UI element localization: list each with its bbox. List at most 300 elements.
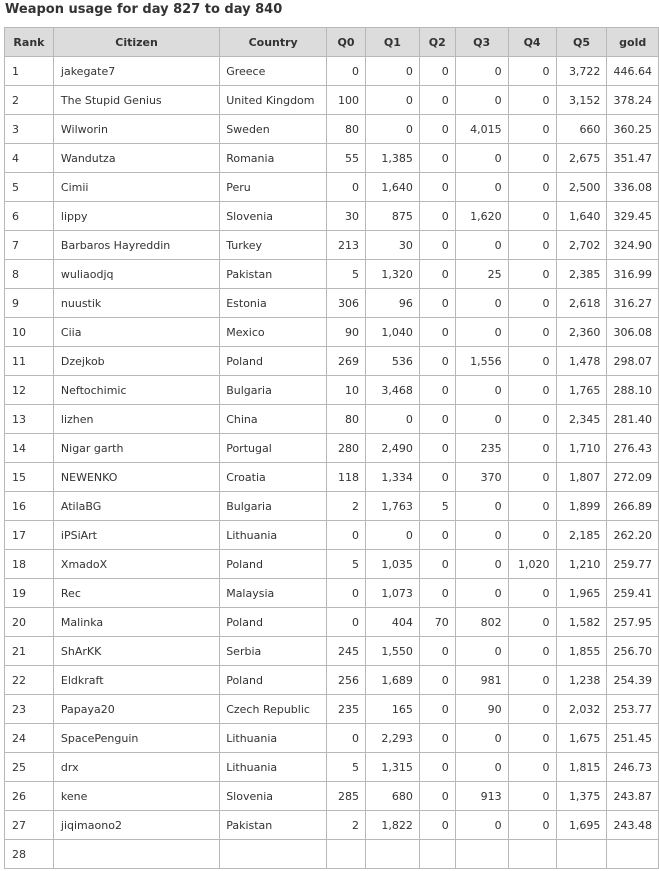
cell-country: Peru <box>220 173 327 202</box>
cell-q2: 0 <box>419 260 455 289</box>
cell-q0: 269 <box>327 347 366 376</box>
cell-gold: 316.99 <box>607 260 659 289</box>
cell-country: Lithuania <box>220 753 327 782</box>
cell-q2: 0 <box>419 405 455 434</box>
cell-country: Pakistan <box>220 260 327 289</box>
cell-citizen[interactable]: Cimii <box>53 173 219 202</box>
table-row <box>5 231 659 260</box>
cell-q4: 0 <box>508 202 556 231</box>
cell-q3: 981 <box>455 666 508 695</box>
column-header-q1[interactable]: Q1 <box>366 28 420 57</box>
column-header-q5[interactable]: Q5 <box>556 28 607 57</box>
cell-q0: 118 <box>327 463 366 492</box>
cell-q4: 0 <box>508 347 556 376</box>
cell-q0: 10 <box>327 376 366 405</box>
table-row <box>5 492 659 521</box>
cell-q1: 0 <box>366 115 420 144</box>
cell-q2: 0 <box>419 115 455 144</box>
cell-q3: 0 <box>455 811 508 840</box>
cell-q4: 0 <box>508 231 556 260</box>
cell-rank: 17 <box>5 521 54 550</box>
table-row <box>5 434 659 463</box>
cell-q1: 1,763 <box>366 492 420 521</box>
cell-country <box>220 840 327 869</box>
cell-rank: 11 <box>5 347 54 376</box>
cell-gold: 257.95 <box>607 608 659 637</box>
cell-q2: 5 <box>419 492 455 521</box>
cell-q5: 1,855 <box>556 637 607 666</box>
cell-gold: 256.70 <box>607 637 659 666</box>
cell-q2: 0 <box>419 202 455 231</box>
cell-rank: 2 <box>5 86 54 115</box>
cell-country: Portugal <box>220 434 327 463</box>
cell-citizen[interactable]: SpacePenguin <box>53 724 219 753</box>
table-row <box>5 521 659 550</box>
cell-q2: 0 <box>419 753 455 782</box>
cell-q0: 80 <box>327 115 366 144</box>
cell-q4: 0 <box>508 695 556 724</box>
cell-q2: 0 <box>419 782 455 811</box>
cell-q4: 0 <box>508 811 556 840</box>
cell-q0: 285 <box>327 782 366 811</box>
table-row <box>5 86 659 115</box>
cell-rank: 24 <box>5 724 54 753</box>
cell-q3: 0 <box>455 492 508 521</box>
cell-q2: 0 <box>419 811 455 840</box>
cell-q4: 0 <box>508 463 556 492</box>
cell-q4: 0 <box>508 376 556 405</box>
cell-q1: 0 <box>366 57 420 86</box>
cell-rank: 13 <box>5 405 54 434</box>
cell-citizen[interactable]: iPSiArt <box>53 521 219 550</box>
cell-q3: 1,620 <box>455 202 508 231</box>
cell-q1: 1,315 <box>366 753 420 782</box>
cell-citizen[interactable]: Dzejkob <box>53 347 219 376</box>
cell-q0: 0 <box>327 57 366 86</box>
cell-rank: 8 <box>5 260 54 289</box>
table-row <box>5 376 659 405</box>
cell-q2: 0 <box>419 695 455 724</box>
cell-q0: 90 <box>327 318 366 347</box>
cell-citizen[interactable]: Eldkraft <box>53 666 219 695</box>
cell-country: Greece <box>220 57 327 86</box>
cell-q4: 0 <box>508 318 556 347</box>
cell-q0: 0 <box>327 724 366 753</box>
cell-q4: 0 <box>508 724 556 753</box>
cell-q0: 30 <box>327 202 366 231</box>
cell-q3: 0 <box>455 144 508 173</box>
cell-q1: 875 <box>366 202 420 231</box>
cell-citizen[interactable]: drx <box>53 753 219 782</box>
cell-country: Bulgaria <box>220 376 327 405</box>
cell-citizen[interactable] <box>53 840 219 869</box>
page-title: Weapon usage for day 827 to day 840 <box>5 2 283 17</box>
cell-q2: 0 <box>419 318 455 347</box>
cell-q3: 25 <box>455 260 508 289</box>
cell-gold: 259.77 <box>607 550 659 579</box>
cell-country: Poland <box>220 608 327 637</box>
cell-q0: 235 <box>327 695 366 724</box>
cell-q3: 0 <box>455 318 508 347</box>
cell-country: Mexico <box>220 318 327 347</box>
cell-q5: 2,345 <box>556 405 607 434</box>
cell-gold: 351.47 <box>607 144 659 173</box>
cell-q4: 1,020 <box>508 550 556 579</box>
cell-q0: 306 <box>327 289 366 318</box>
cell-rank: 3 <box>5 115 54 144</box>
cell-q3: 0 <box>455 550 508 579</box>
cell-q3: 0 <box>455 637 508 666</box>
cell-q2: 0 <box>419 173 455 202</box>
cell-q2: 0 <box>419 724 455 753</box>
cell-gold: 298.07 <box>607 347 659 376</box>
cell-rank: 21 <box>5 637 54 666</box>
cell-q3: 802 <box>455 608 508 637</box>
table-row <box>5 550 659 579</box>
cell-q1: 680 <box>366 782 420 811</box>
cell-q3: 0 <box>455 579 508 608</box>
cell-gold: 246.73 <box>607 753 659 782</box>
table-row <box>5 463 659 492</box>
cell-q0: 0 <box>327 579 366 608</box>
cell-q5: 1,375 <box>556 782 607 811</box>
cell-q0: 0 <box>327 521 366 550</box>
cell-q5: 2,032 <box>556 695 607 724</box>
cell-q1: 1,640 <box>366 173 420 202</box>
cell-rank: 20 <box>5 608 54 637</box>
cell-q5: 1,675 <box>556 724 607 753</box>
cell-citizen[interactable]: jiqimaono2 <box>53 811 219 840</box>
cell-q1: 404 <box>366 608 420 637</box>
cell-q0: 280 <box>327 434 366 463</box>
column-header-q2[interactable]: Q2 <box>419 28 455 57</box>
cell-citizen[interactable]: lizhen <box>53 405 219 434</box>
cell-q1: 0 <box>366 405 420 434</box>
cell-q5: 2,500 <box>556 173 607 202</box>
cell-q3: 90 <box>455 695 508 724</box>
cell-country: Estonia <box>220 289 327 318</box>
cell-citizen[interactable]: The Stupid Genius <box>53 86 219 115</box>
cell-gold: 259.41 <box>607 579 659 608</box>
cell-q5: 1,210 <box>556 550 607 579</box>
column-header-q3[interactable]: Q3 <box>455 28 508 57</box>
cell-q1: 0 <box>366 521 420 550</box>
table-row <box>5 782 659 811</box>
column-header-country[interactable]: Country <box>220 28 327 57</box>
cell-country: Serbia <box>220 637 327 666</box>
cell-rank: 1 <box>5 57 54 86</box>
cell-rank: 15 <box>5 463 54 492</box>
table-row <box>5 57 659 86</box>
cell-q5: 1,582 <box>556 608 607 637</box>
cell-q1: 1,385 <box>366 144 420 173</box>
cell-q2: 0 <box>419 521 455 550</box>
cell-gold: 262.20 <box>607 521 659 550</box>
table-row <box>5 405 659 434</box>
table-row <box>5 724 659 753</box>
cell-q2: 0 <box>419 666 455 695</box>
cell-q3: 370 <box>455 463 508 492</box>
cell-gold: 272.09 <box>607 463 659 492</box>
cell-q0: 2 <box>327 492 366 521</box>
cell-q4: 0 <box>508 579 556 608</box>
cell-q4: 0 <box>508 405 556 434</box>
cell-q1: 30 <box>366 231 420 260</box>
weapon-usage-table <box>4 27 659 869</box>
cell-country: Romania <box>220 144 327 173</box>
cell-country: Czech Republic <box>220 695 327 724</box>
cell-country: Turkey <box>220 231 327 260</box>
cell-citizen[interactable]: XmadoX <box>53 550 219 579</box>
cell-q5: 1,640 <box>556 202 607 231</box>
cell-q3: 0 <box>455 724 508 753</box>
cell-gold: 360.25 <box>607 115 659 144</box>
cell-citizen[interactable]: Malinka <box>53 608 219 637</box>
cell-q4: 0 <box>508 782 556 811</box>
cell-q1: 1,334 <box>366 463 420 492</box>
cell-q3: 0 <box>455 376 508 405</box>
cell-q4: 0 <box>508 144 556 173</box>
cell-q0: 256 <box>327 666 366 695</box>
cell-q5: 1,815 <box>556 753 607 782</box>
table-row <box>5 318 659 347</box>
cell-q0: 0 <box>327 173 366 202</box>
cell-q0: 5 <box>327 753 366 782</box>
cell-gold: 324.90 <box>607 231 659 260</box>
cell-country: Pakistan <box>220 811 327 840</box>
table-row <box>5 579 659 608</box>
cell-citizen[interactable]: Wandutza <box>53 144 219 173</box>
cell-q2: 0 <box>419 376 455 405</box>
cell-q2: 70 <box>419 608 455 637</box>
cell-q0: 2 <box>327 811 366 840</box>
cell-citizen[interactable]: Ciia <box>53 318 219 347</box>
cell-rank: 26 <box>5 782 54 811</box>
cell-rank: 16 <box>5 492 54 521</box>
cell-q5: 1,478 <box>556 347 607 376</box>
cell-q5 <box>556 840 607 869</box>
cell-rank: 23 <box>5 695 54 724</box>
cell-country: Lithuania <box>220 724 327 753</box>
cell-country: Bulgaria <box>220 492 327 521</box>
cell-rank: 6 <box>5 202 54 231</box>
cell-q2: 0 <box>419 463 455 492</box>
cell-q5: 3,722 <box>556 57 607 86</box>
cell-gold: 243.48 <box>607 811 659 840</box>
column-header-q4[interactable]: Q4 <box>508 28 556 57</box>
cell-q3 <box>455 840 508 869</box>
cell-citizen[interactable]: ShArKK <box>53 637 219 666</box>
cell-q4: 0 <box>508 492 556 521</box>
table-row <box>5 173 659 202</box>
cell-citizen[interactable]: AtilaBG <box>53 492 219 521</box>
cell-rank: 22 <box>5 666 54 695</box>
table-row <box>5 608 659 637</box>
table-row <box>5 144 659 173</box>
header-row <box>5 28 659 57</box>
cell-q4: 0 <box>508 608 556 637</box>
cell-q5: 2,675 <box>556 144 607 173</box>
cell-country: Slovenia <box>220 202 327 231</box>
cell-q1: 1,689 <box>366 666 420 695</box>
cell-q5: 1,765 <box>556 376 607 405</box>
cell-country: United Kingdom <box>220 86 327 115</box>
column-header-citizen[interactable]: Citizen <box>53 28 219 57</box>
cell-q4: 0 <box>508 521 556 550</box>
cell-q4: 0 <box>508 86 556 115</box>
cell-q2: 0 <box>419 231 455 260</box>
cell-rank: 5 <box>5 173 54 202</box>
cell-citizen[interactable]: Nigar garth <box>53 434 219 463</box>
table-row <box>5 753 659 782</box>
cell-q4: 0 <box>508 434 556 463</box>
cell-q3: 0 <box>455 753 508 782</box>
cell-q0: 0 <box>327 608 366 637</box>
table-row <box>5 840 659 869</box>
cell-citizen[interactable]: Wilworin <box>53 115 219 144</box>
cell-q2: 0 <box>419 347 455 376</box>
cell-rank: 28 <box>5 840 54 869</box>
column-header-rank[interactable]: Rank <box>5 28 54 57</box>
cell-q3: 0 <box>455 86 508 115</box>
table-row <box>5 811 659 840</box>
cell-q4: 0 <box>508 115 556 144</box>
cell-q3: 0 <box>455 173 508 202</box>
cell-q5: 1,807 <box>556 463 607 492</box>
cell-gold: 281.40 <box>607 405 659 434</box>
cell-q0 <box>327 840 366 869</box>
cell-gold: 254.39 <box>607 666 659 695</box>
cell-q2: 0 <box>419 289 455 318</box>
cell-country: Slovenia <box>220 782 327 811</box>
cell-q3: 0 <box>455 57 508 86</box>
cell-rank: 10 <box>5 318 54 347</box>
cell-q1: 2,490 <box>366 434 420 463</box>
cell-rank: 27 <box>5 811 54 840</box>
cell-q2: 0 <box>419 550 455 579</box>
cell-gold: 288.10 <box>607 376 659 405</box>
cell-q0: 245 <box>327 637 366 666</box>
cell-rank: 9 <box>5 289 54 318</box>
cell-q1: 1,073 <box>366 579 420 608</box>
cell-q0: 55 <box>327 144 366 173</box>
cell-rank: 4 <box>5 144 54 173</box>
cell-q1: 0 <box>366 86 420 115</box>
cell-gold: 266.89 <box>607 492 659 521</box>
cell-rank: 18 <box>5 550 54 579</box>
cell-gold: 316.27 <box>607 289 659 318</box>
cell-q1: 3,468 <box>366 376 420 405</box>
cell-q4: 0 <box>508 666 556 695</box>
cell-q5: 2,185 <box>556 521 607 550</box>
cell-q4: 0 <box>508 173 556 202</box>
table-row <box>5 695 659 724</box>
table-row <box>5 115 659 144</box>
cell-citizen[interactable]: NEWENKO <box>53 463 219 492</box>
cell-q3: 0 <box>455 231 508 260</box>
cell-citizen[interactable]: nuustik <box>53 289 219 318</box>
cell-q4 <box>508 840 556 869</box>
cell-gold: 243.87 <box>607 782 659 811</box>
cell-q4: 0 <box>508 57 556 86</box>
cell-rank: 19 <box>5 579 54 608</box>
cell-q5: 1,710 <box>556 434 607 463</box>
cell-citizen[interactable]: Neftochimic <box>53 376 219 405</box>
table-row <box>5 260 659 289</box>
cell-q4: 0 <box>508 260 556 289</box>
cell-q3: 0 <box>455 405 508 434</box>
cell-q1: 96 <box>366 289 420 318</box>
cell-country: Malaysia <box>220 579 327 608</box>
cell-q1: 1,822 <box>366 811 420 840</box>
cell-q5: 1,695 <box>556 811 607 840</box>
table-row <box>5 202 659 231</box>
column-header-q0[interactable]: Q0 <box>327 28 366 57</box>
table-row <box>5 347 659 376</box>
cell-rank: 7 <box>5 231 54 260</box>
cell-q5: 2,618 <box>556 289 607 318</box>
table-row <box>5 666 659 695</box>
cell-rank: 14 <box>5 434 54 463</box>
cell-country: Poland <box>220 347 327 376</box>
cell-q0: 213 <box>327 231 366 260</box>
cell-gold: 329.45 <box>607 202 659 231</box>
cell-q5: 660 <box>556 115 607 144</box>
cell-q3: 1,556 <box>455 347 508 376</box>
cell-country: China <box>220 405 327 434</box>
cell-q5: 2,360 <box>556 318 607 347</box>
cell-gold: 276.43 <box>607 434 659 463</box>
cell-q0: 5 <box>327 550 366 579</box>
cell-q1: 536 <box>366 347 420 376</box>
cell-gold: 378.24 <box>607 86 659 115</box>
cell-citizen[interactable]: Barbaros Hayreddin <box>53 231 219 260</box>
cell-q5: 1,965 <box>556 579 607 608</box>
cell-gold: 336.08 <box>607 173 659 202</box>
cell-q1: 1,035 <box>366 550 420 579</box>
cell-q1: 2,293 <box>366 724 420 753</box>
cell-q1 <box>366 840 420 869</box>
cell-q4: 0 <box>508 637 556 666</box>
cell-q5: 1,238 <box>556 666 607 695</box>
cell-citizen[interactable]: Rec <box>53 579 219 608</box>
cell-country: Lithuania <box>220 521 327 550</box>
cell-q4: 0 <box>508 753 556 782</box>
cell-q3: 0 <box>455 289 508 318</box>
cell-gold: 446.64 <box>607 57 659 86</box>
cell-q1: 1,550 <box>366 637 420 666</box>
cell-citizen[interactable]: jakegate7 <box>53 57 219 86</box>
cell-q5: 2,385 <box>556 260 607 289</box>
cell-q0: 5 <box>327 260 366 289</box>
table-row <box>5 637 659 666</box>
cell-country: Poland <box>220 550 327 579</box>
cell-citizen[interactable]: wuliaodjq <box>53 260 219 289</box>
column-header-gold[interactable]: gold <box>607 28 659 57</box>
cell-q0: 100 <box>327 86 366 115</box>
cell-gold: 306.08 <box>607 318 659 347</box>
cell-q2: 0 <box>419 637 455 666</box>
cell-gold: 251.45 <box>607 724 659 753</box>
cell-q0: 80 <box>327 405 366 434</box>
cell-citizen[interactable]: kene <box>53 782 219 811</box>
table-body <box>5 57 659 869</box>
cell-q2: 0 <box>419 579 455 608</box>
cell-citizen[interactable]: lippy <box>53 202 219 231</box>
cell-citizen[interactable]: Papaya20 <box>53 695 219 724</box>
cell-gold <box>607 840 659 869</box>
cell-q2: 0 <box>419 86 455 115</box>
